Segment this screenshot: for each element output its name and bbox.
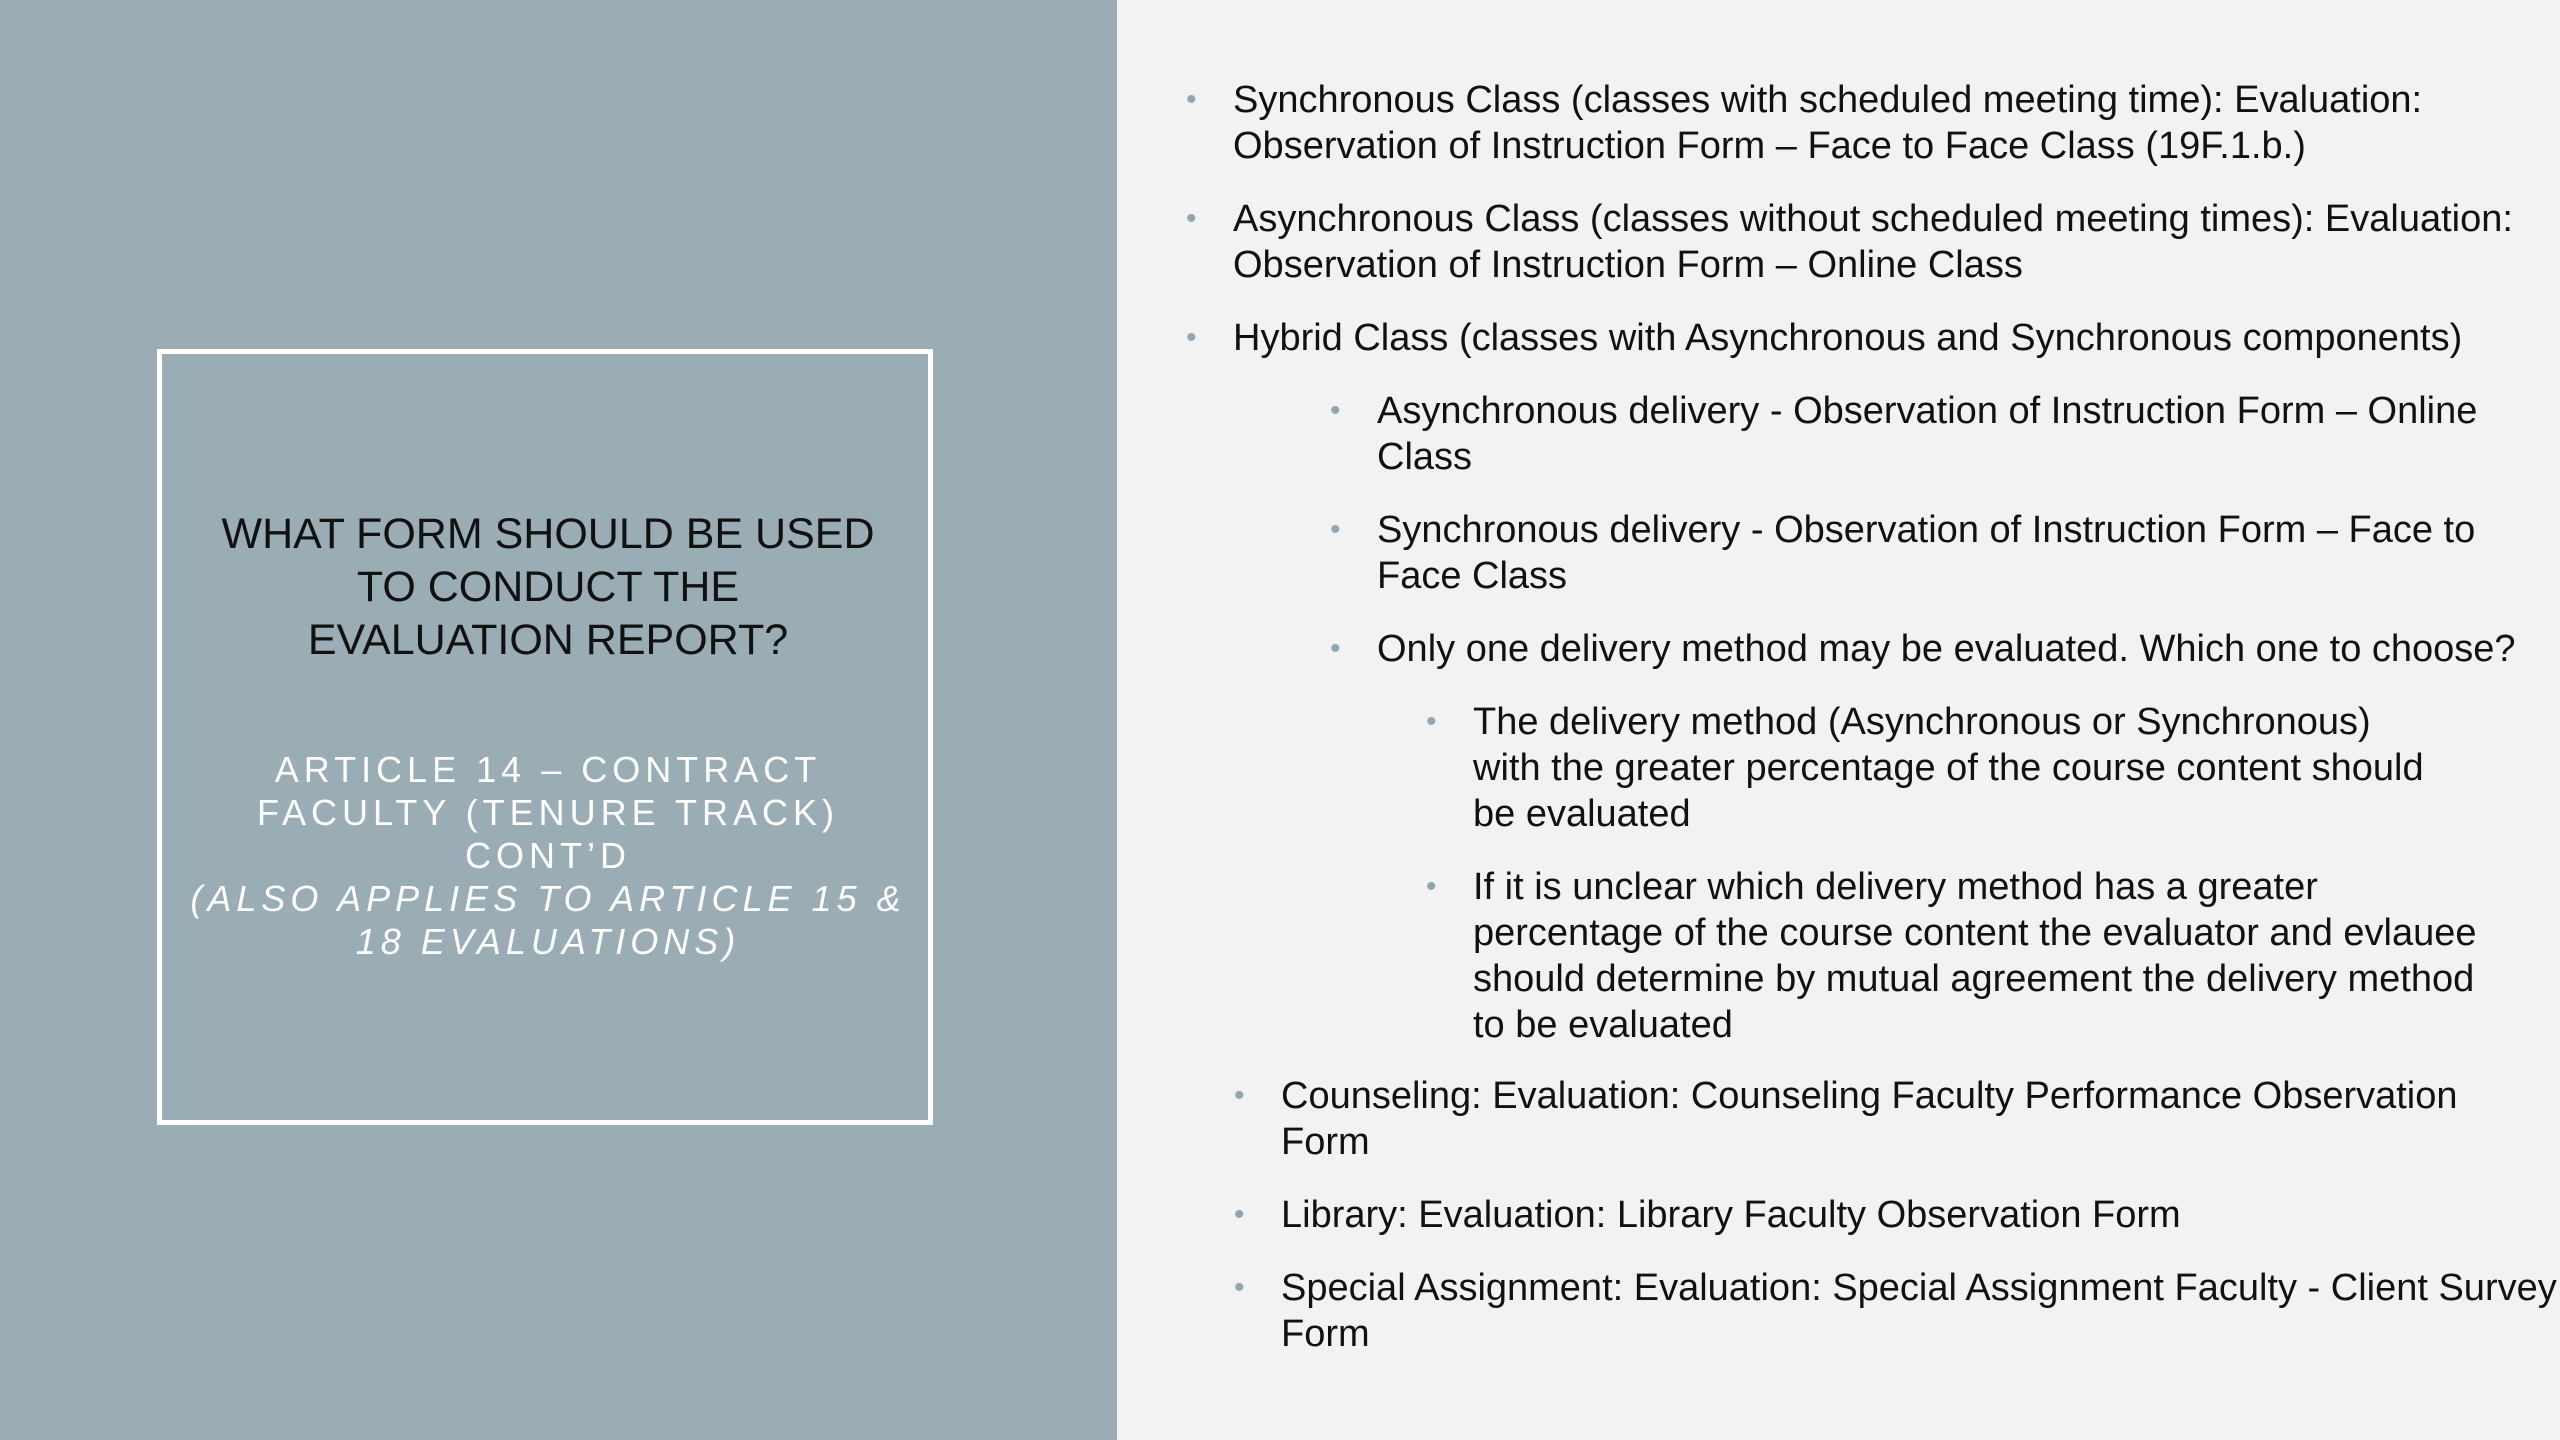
bullet-text-line: The delivery method (Asynchronous or Synchronous) — [1473, 701, 2371, 743]
bullet-text-line: should determine by mutual agreement the delivery method — [1473, 958, 2475, 1000]
bullet-item — [1426, 864, 2477, 1048]
bullet-text-line: Observation of Instruction Form – Face to Face Class (19F.1.b.) — [1233, 125, 2306, 167]
bullet-dot-icon: • — [1234, 1271, 1245, 1304]
bullet-text-line: Synchronous Class (classes with scheduled meeting time): Evaluation: — [1233, 79, 2423, 121]
slide-subtitle-line: FACULTY (TENURE TRACK) — [256, 792, 840, 833]
bullet-text-line: to be evaluated — [1473, 1004, 1733, 1046]
bullet-item — [1186, 315, 2463, 361]
bullet-item — [1234, 1265, 2557, 1357]
bullet-text-line: Special Assignment: Evaluation: Special Assignment Faculty - Client Survey — [1281, 1267, 2557, 1309]
bullet-item — [1186, 196, 2513, 288]
bullet-text-line: Synchronous delivery - Observation of Instruction Form – Face to — [1377, 509, 2476, 551]
bullet-text-line: Form — [1281, 1121, 1370, 1163]
bullet-text-line: Counseling: Evaluation: Counseling Faculty Performance Observation — [1281, 1075, 2458, 1117]
bullet-text-line: percentage of the course content the evaluator and evlauee — [1473, 912, 2477, 954]
bullet-text-line: If it is unclear which delivery method has a greater — [1473, 866, 2318, 908]
bullet-dot-icon: • — [1426, 705, 1437, 738]
bullet-dot-icon: • — [1186, 321, 1197, 354]
bullet-item — [1330, 388, 2478, 480]
slide-title — [160, 508, 936, 667]
bullet-dot-icon: • — [1186, 202, 1197, 235]
bullet-dot-icon: • — [1234, 1079, 1245, 1112]
bullet-text-line: Form — [1281, 1313, 1370, 1355]
bullet-item — [1234, 1192, 2181, 1238]
bullet-dot-icon: • — [1330, 632, 1341, 665]
bullet-text-line: Hybrid Class (classes with Asynchronous and Synchronous components) — [1233, 317, 2463, 359]
bullet-text-line: Asynchronous delivery - Observation of Instruction Form – Online — [1377, 390, 2478, 432]
bullet-text-line: Asynchronous Class (classes without scheduled meeting times): Evaluation: — [1233, 198, 2513, 240]
slide-subtitle — [160, 748, 936, 963]
bullet-item — [1330, 507, 2476, 599]
bullet-item — [1426, 699, 2424, 837]
bullet-text-line: Library: Evaluation: Library Faculty Observation Form — [1281, 1194, 2181, 1236]
slide-title-line: EVALUATION REPORT? — [307, 616, 789, 664]
bullet-text-line: be evaluated — [1473, 793, 1691, 835]
bullet-item — [1234, 1073, 2458, 1165]
bullet-dot-icon: • — [1426, 870, 1437, 903]
slide-subtitle-note: (ALSO APPLIES TO ARTICLE 15 & — [190, 878, 906, 919]
bullet-text-line: Face Class — [1377, 555, 1568, 597]
slide-title-line: WHAT FORM SHOULD BE USED — [221, 510, 875, 558]
bullet-text-line: Observation of Instruction Form – Online Class — [1233, 244, 2023, 286]
title-frame — [157, 349, 933, 1125]
bullet-text-line: with the greater percentage of the course content should — [1473, 747, 2424, 789]
bullet-item — [1186, 77, 2423, 169]
bullet-text-line: Only one delivery method may be evaluated. Which one to choose? — [1377, 628, 2516, 670]
bullet-dot-icon: • — [1330, 394, 1341, 427]
bullet-text-line: Class — [1377, 436, 1473, 478]
slide-subtitle-line: CONT’D — [465, 835, 631, 876]
bullet-dot-icon: • — [1330, 513, 1341, 546]
slide-subtitle-line: ARTICLE 14 – CONTRACT — [274, 749, 822, 790]
slide-subtitle-note: 18 EVALUATIONS) — [355, 921, 741, 962]
bullet-dot-icon: • — [1186, 83, 1197, 116]
slide-title-line: TO CONDUCT THE — [356, 563, 740, 611]
bullet-dot-icon: • — [1234, 1198, 1245, 1231]
bullet-item — [1330, 626, 2516, 672]
